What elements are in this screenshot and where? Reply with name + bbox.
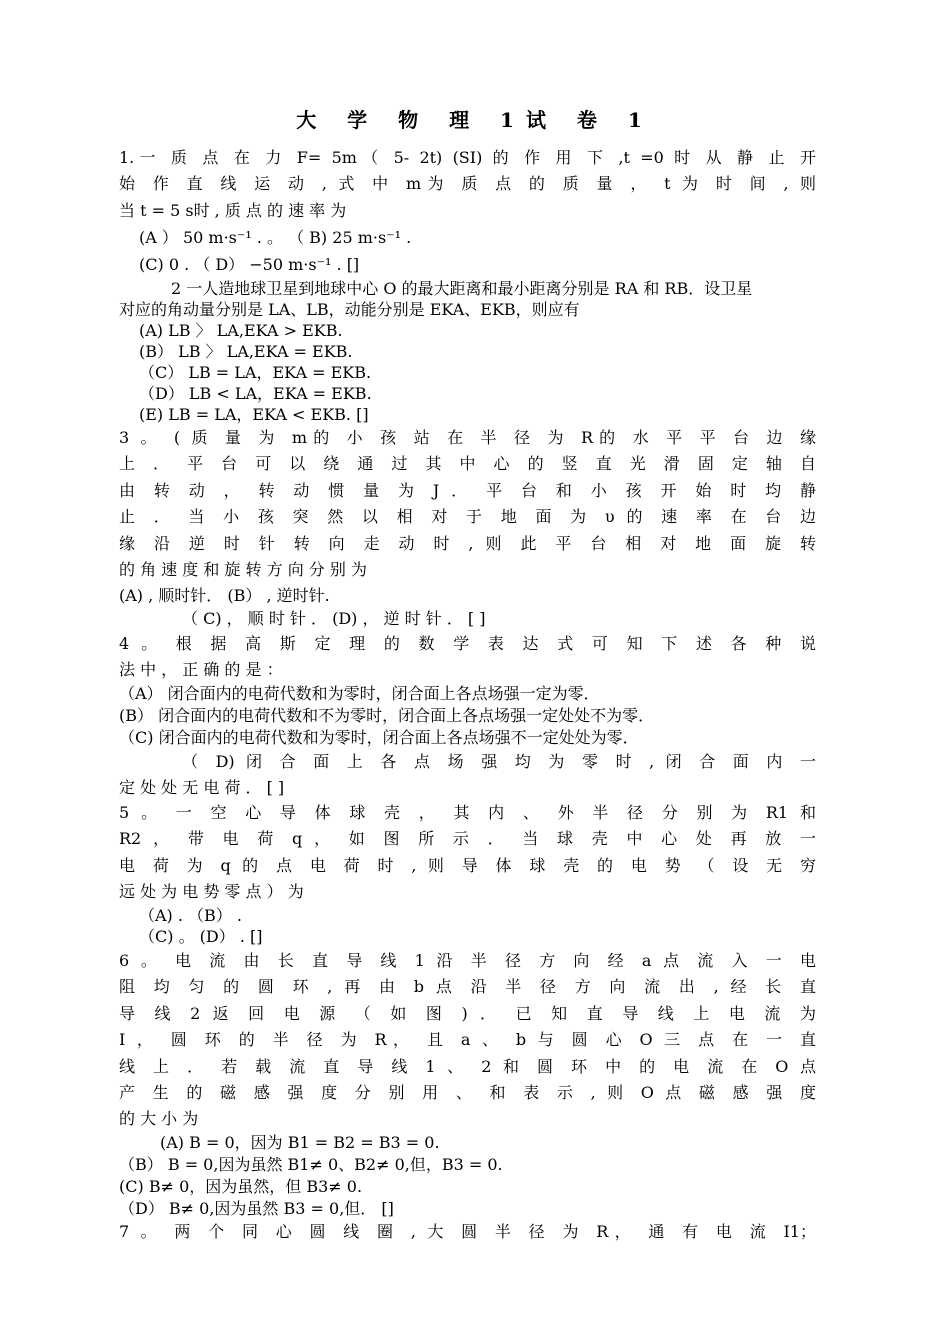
text-line: (A ） 50 m·s⁻¹ . 。 （ B) 25 m·s⁻¹ . [139, 228, 412, 247]
text-line: 线 上 ． 若 载 流 直 导 线 1 、 2 和 圆 环 中 的 电 流 在 O 点 [119, 1057, 816, 1076]
text-line: 上 ． 平 台 可 以 绕 通 过 其 中 心 的 竖 直 光 滑 固 定 轴 自 [119, 454, 816, 473]
text-line: (B） LB 〉 LA,EKA = EKB. [139, 342, 353, 361]
text-line: 7 。 两 个 同 心 圆 线 圈 , 大 圆 半 径 为 R， 通 有 电 流 I1； [119, 1222, 816, 1241]
text-line: 电 荷 为 q 的 点 电 荷 时 , 则 导 体 球 壳 的 电 势 （ 设 无 穷 [119, 856, 816, 875]
text-line: 6 。 电 流 由 长 直 导 线 1 沿 半 径 方 向 经 a 点 流 入 一 电 [119, 951, 816, 970]
text-line: 3 。 ( 质 量 为 m的 小 孩 站 在 半 径 为 R的 水 平 平 台 边 缘 [119, 428, 816, 447]
text-line: 止 ． 当 小 孩 突 然 以 相 对 于 地 面 为 υ 的 速 率 在 台 边 [119, 507, 816, 526]
text-line: 的 大 小 为 [119, 1109, 199, 1128]
text-line: 1.一 质 点 在 力 F= 5m（ 5- 2t) (SI) 的 作 用 下 ,t =0 时 从 静 止 开 [119, 148, 816, 167]
text-line: 导 线 2 返 回 电 源 （ 如 图 ) ． 已 知 直 导 线 上 电 流 为 [119, 1004, 816, 1023]
text-line: 由 转 动 ， 转 动 惯 量 为 J ． 平 台 和 小 孩 开 始 时 均 静 [119, 481, 816, 500]
text-line: 对应的角动量分别是 LA、LB，动能分别是 EKA、EKB，则应有 [119, 300, 580, 319]
text-line: 法 中 ， 正 确 的 是 ： [119, 660, 283, 679]
text-line: 产 生 的 磁 感 强 度 分 别 用 、 和 表 示 , 则 O 点 磁 感 强 度 [119, 1083, 816, 1102]
text-line: （A） 闭合面内的电荷代数和为零时，闭合面上各点场强一定为零． [119, 684, 600, 703]
text-line: （A) . （B） . [139, 906, 242, 925]
text-line: (E) LB = LA，EKA < EKB. [] [139, 405, 369, 424]
text-line: (A) LB 〉 LA,EKA > EKB. [139, 321, 343, 340]
page-title: 大 学 物 理 1试 卷 1 [296, 108, 654, 132]
text-line: (C) B≠ 0，因为虽然，但 B3≠ 0. [119, 1177, 363, 1196]
text-line: 的 角 速 度 和 旋 转 方 向 分 别 为 [119, 560, 367, 579]
text-line: （D） LB < LA，EKA = EKB. [139, 384, 372, 403]
text-line: 4 。 根 据 高 斯 定 理 的 数 学 表 达 式 可 知 下 述 各 种 说 [119, 634, 816, 653]
text-line: （ D) 闭 合 面 上 各 点 场 强 均 为 零 时 , 闭 合 面 内 一 [182, 752, 816, 771]
text-line: I ， 圆 环 的 半 径 为 R， 且 a 、 b 与 圆 心 O 三 点 在 一 直 [119, 1030, 816, 1049]
text-line: （B） B = 0,因为虽然 B1≠ 0、B2≠ 0,但，B3 = 0. [119, 1155, 503, 1174]
text-line: R2 ， 带 电 荷 q ， 如 图 所 示 ． 当 球 壳 中 心 处 再 放 一 [119, 829, 816, 848]
text-line: (C) 0 . （ D） −50 m·s⁻¹ . [] [139, 255, 360, 274]
text-line: (B） 闭合面内的电荷代数和不为零时，闭合面上各点场强一定处处不为零． [119, 706, 655, 725]
text-line: 5 。 一 空 心 导 体 球 壳 ， 其 内 、 外 半 径 分 别 为 R1 和 [119, 803, 816, 822]
text-line: （C） LB = LA，EKA = EKB. [139, 363, 372, 382]
text-line: （C) 。 (D） . [] [139, 927, 263, 946]
text-line: 缘 沿 逆 时 针 转 向 走 动 时 , 则 此 平 台 相 对 地 面 旋 转 [119, 534, 816, 553]
text-line: （ C) ， 顺 时 针 ． (D) ， 逆 时 针 ． [ ] [182, 609, 486, 628]
text-line: 定 处 处 无 电 荷 ． [ ] [119, 778, 285, 797]
text-line: 远 处 为 电 势 零 点 ） 为 [119, 882, 304, 901]
text-line: (A) B = 0，因为 B1 = B2 = B3 = 0. [160, 1133, 440, 1152]
text-line: 2 一人造地球卫星到地球中心 O 的最大距离和最小距离分别是 RA 和 RB．设卫星 [171, 279, 753, 298]
text-line: 当 t = 5 s时 , 质 点 的 速 率 为 [119, 201, 347, 220]
text-line: 阻 均 匀 的 圆 环 , 再 由 b 点 沿 半 径 方 向 流 出 , 经 长 直 [119, 977, 816, 996]
text-line: （D） B≠ 0,因为虽然 B3 = 0,但． [] [119, 1199, 394, 1218]
text-line: 始 作 直 线 运 动 , 式 中 m为 质 点 的 质 量 ， t 为 时 间 , 则 [119, 174, 816, 193]
text-line: (A) , 顺时针． (B） , 逆时针. [119, 586, 330, 605]
text-line: （C) 闭合面内的电荷代数和为零时，闭合面上各点场强不一定处处为零． [119, 728, 639, 747]
